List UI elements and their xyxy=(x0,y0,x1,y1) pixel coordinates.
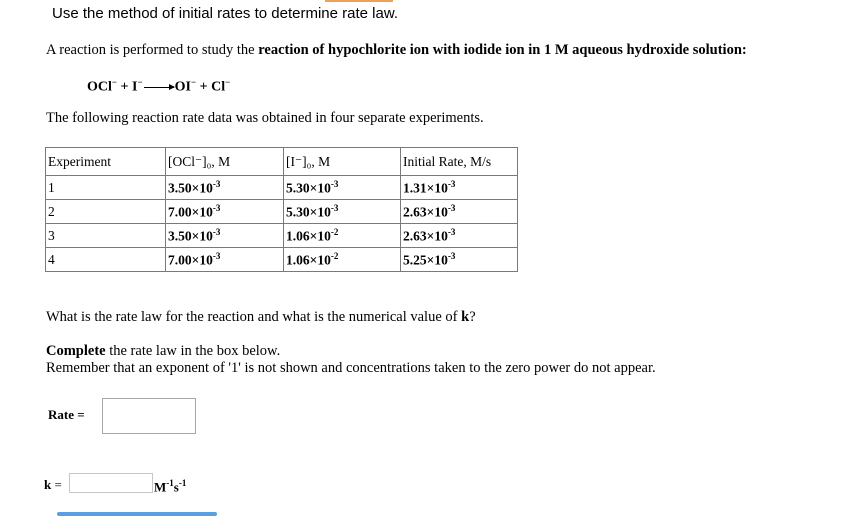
reactant-hypochlorite: OCl xyxy=(87,79,112,95)
product-hypoiodite: OI xyxy=(174,79,191,95)
reaction-arrow-icon xyxy=(144,87,174,88)
iodide-concentration: $1.06\times 10^{-2}$ xyxy=(284,224,401,248)
table-header-row xyxy=(46,148,518,176)
question-heading: Use the method of initial rates to determine rate law. xyxy=(52,5,399,22)
product-hypoiodite-charge: − xyxy=(190,77,197,87)
initial-rate: $1.31\times 10^{-3}$ xyxy=(401,176,518,200)
reactant-iodide: I xyxy=(132,79,138,95)
column-header: Experiment xyxy=(46,148,166,176)
data-intro-text: The following reaction rate data was obtained in four separate experiments. xyxy=(46,110,484,126)
rate-data-table xyxy=(45,147,518,272)
experiment-number: 1 xyxy=(46,176,166,200)
reaction-equation xyxy=(87,77,230,96)
experiment-number: 2 xyxy=(46,200,166,224)
rate-law-question: What is the rate law for the reaction and what is the numerical value of k? xyxy=(46,309,476,325)
experiment-number: 4 xyxy=(46,248,166,272)
column-header: Initial Rate, M/s xyxy=(401,148,518,176)
k-units: $M^{-1}s^{-1}$ xyxy=(154,478,187,495)
k-symbol: k xyxy=(461,309,470,325)
bottom-accent-bar xyxy=(57,512,217,516)
product-chloride: Cl xyxy=(211,79,226,95)
exponent-reminder: Remember that an exponent of '1' is not shown and concentrations taken to the zero power do not appear. xyxy=(46,360,656,376)
table-row xyxy=(46,176,518,200)
intro-prefix: A reaction is performed to study the xyxy=(46,42,259,58)
plus-sign: + xyxy=(196,79,212,95)
ocl-concentration: $3.50\times 10^{-3}$ xyxy=(166,224,284,248)
initial-rate: $2.63\times 10^{-3}$ xyxy=(401,200,518,224)
reactant-iodide-charge: − xyxy=(137,77,143,87)
rate-law-input-box[interactable] xyxy=(102,398,196,434)
initial-rate: $5.25\times 10^{-3}$ xyxy=(401,248,518,272)
k-label: k = xyxy=(44,477,62,492)
reaction-intro xyxy=(46,42,747,59)
ocl-concentration: $7.00\times 10^{-3}$ xyxy=(166,248,284,272)
table-row xyxy=(46,224,518,248)
column-header: [I⁻]₀, M xyxy=(284,148,401,176)
k-value-input[interactable] xyxy=(69,473,153,493)
ocl-concentration: $3.50\times 10^{-3}$ xyxy=(166,176,284,200)
ocl-concentration: $7.00\times 10^{-3}$ xyxy=(166,200,284,224)
top-accent-bar xyxy=(325,0,393,2)
table-row xyxy=(46,248,518,272)
complete-instruction: Complete the rate law in the box below. xyxy=(46,343,281,359)
initial-rate: $2.63\times 10^{-3}$ xyxy=(401,224,518,248)
rate-label: Rate = xyxy=(48,407,85,422)
experiment-number: 3 xyxy=(46,224,166,248)
intro-bold: reaction of hypochlorite ion with iodide ion in 1 M aqueous hydroxide solution: xyxy=(258,42,747,58)
product-chloride-charge: − xyxy=(225,77,231,87)
column-header: [OCl⁻]₀, M xyxy=(166,148,284,176)
iodide-concentration: $5.30\times 10^{-3}$ xyxy=(284,176,401,200)
iodide-concentration: $1.06\times 10^{-2}$ xyxy=(284,248,401,272)
plus-sign: + xyxy=(117,79,133,95)
iodide-concentration: $5.30\times 10^{-3}$ xyxy=(284,200,401,224)
table-row xyxy=(46,200,518,224)
reactant-hypochlorite-charge: − xyxy=(111,77,118,87)
